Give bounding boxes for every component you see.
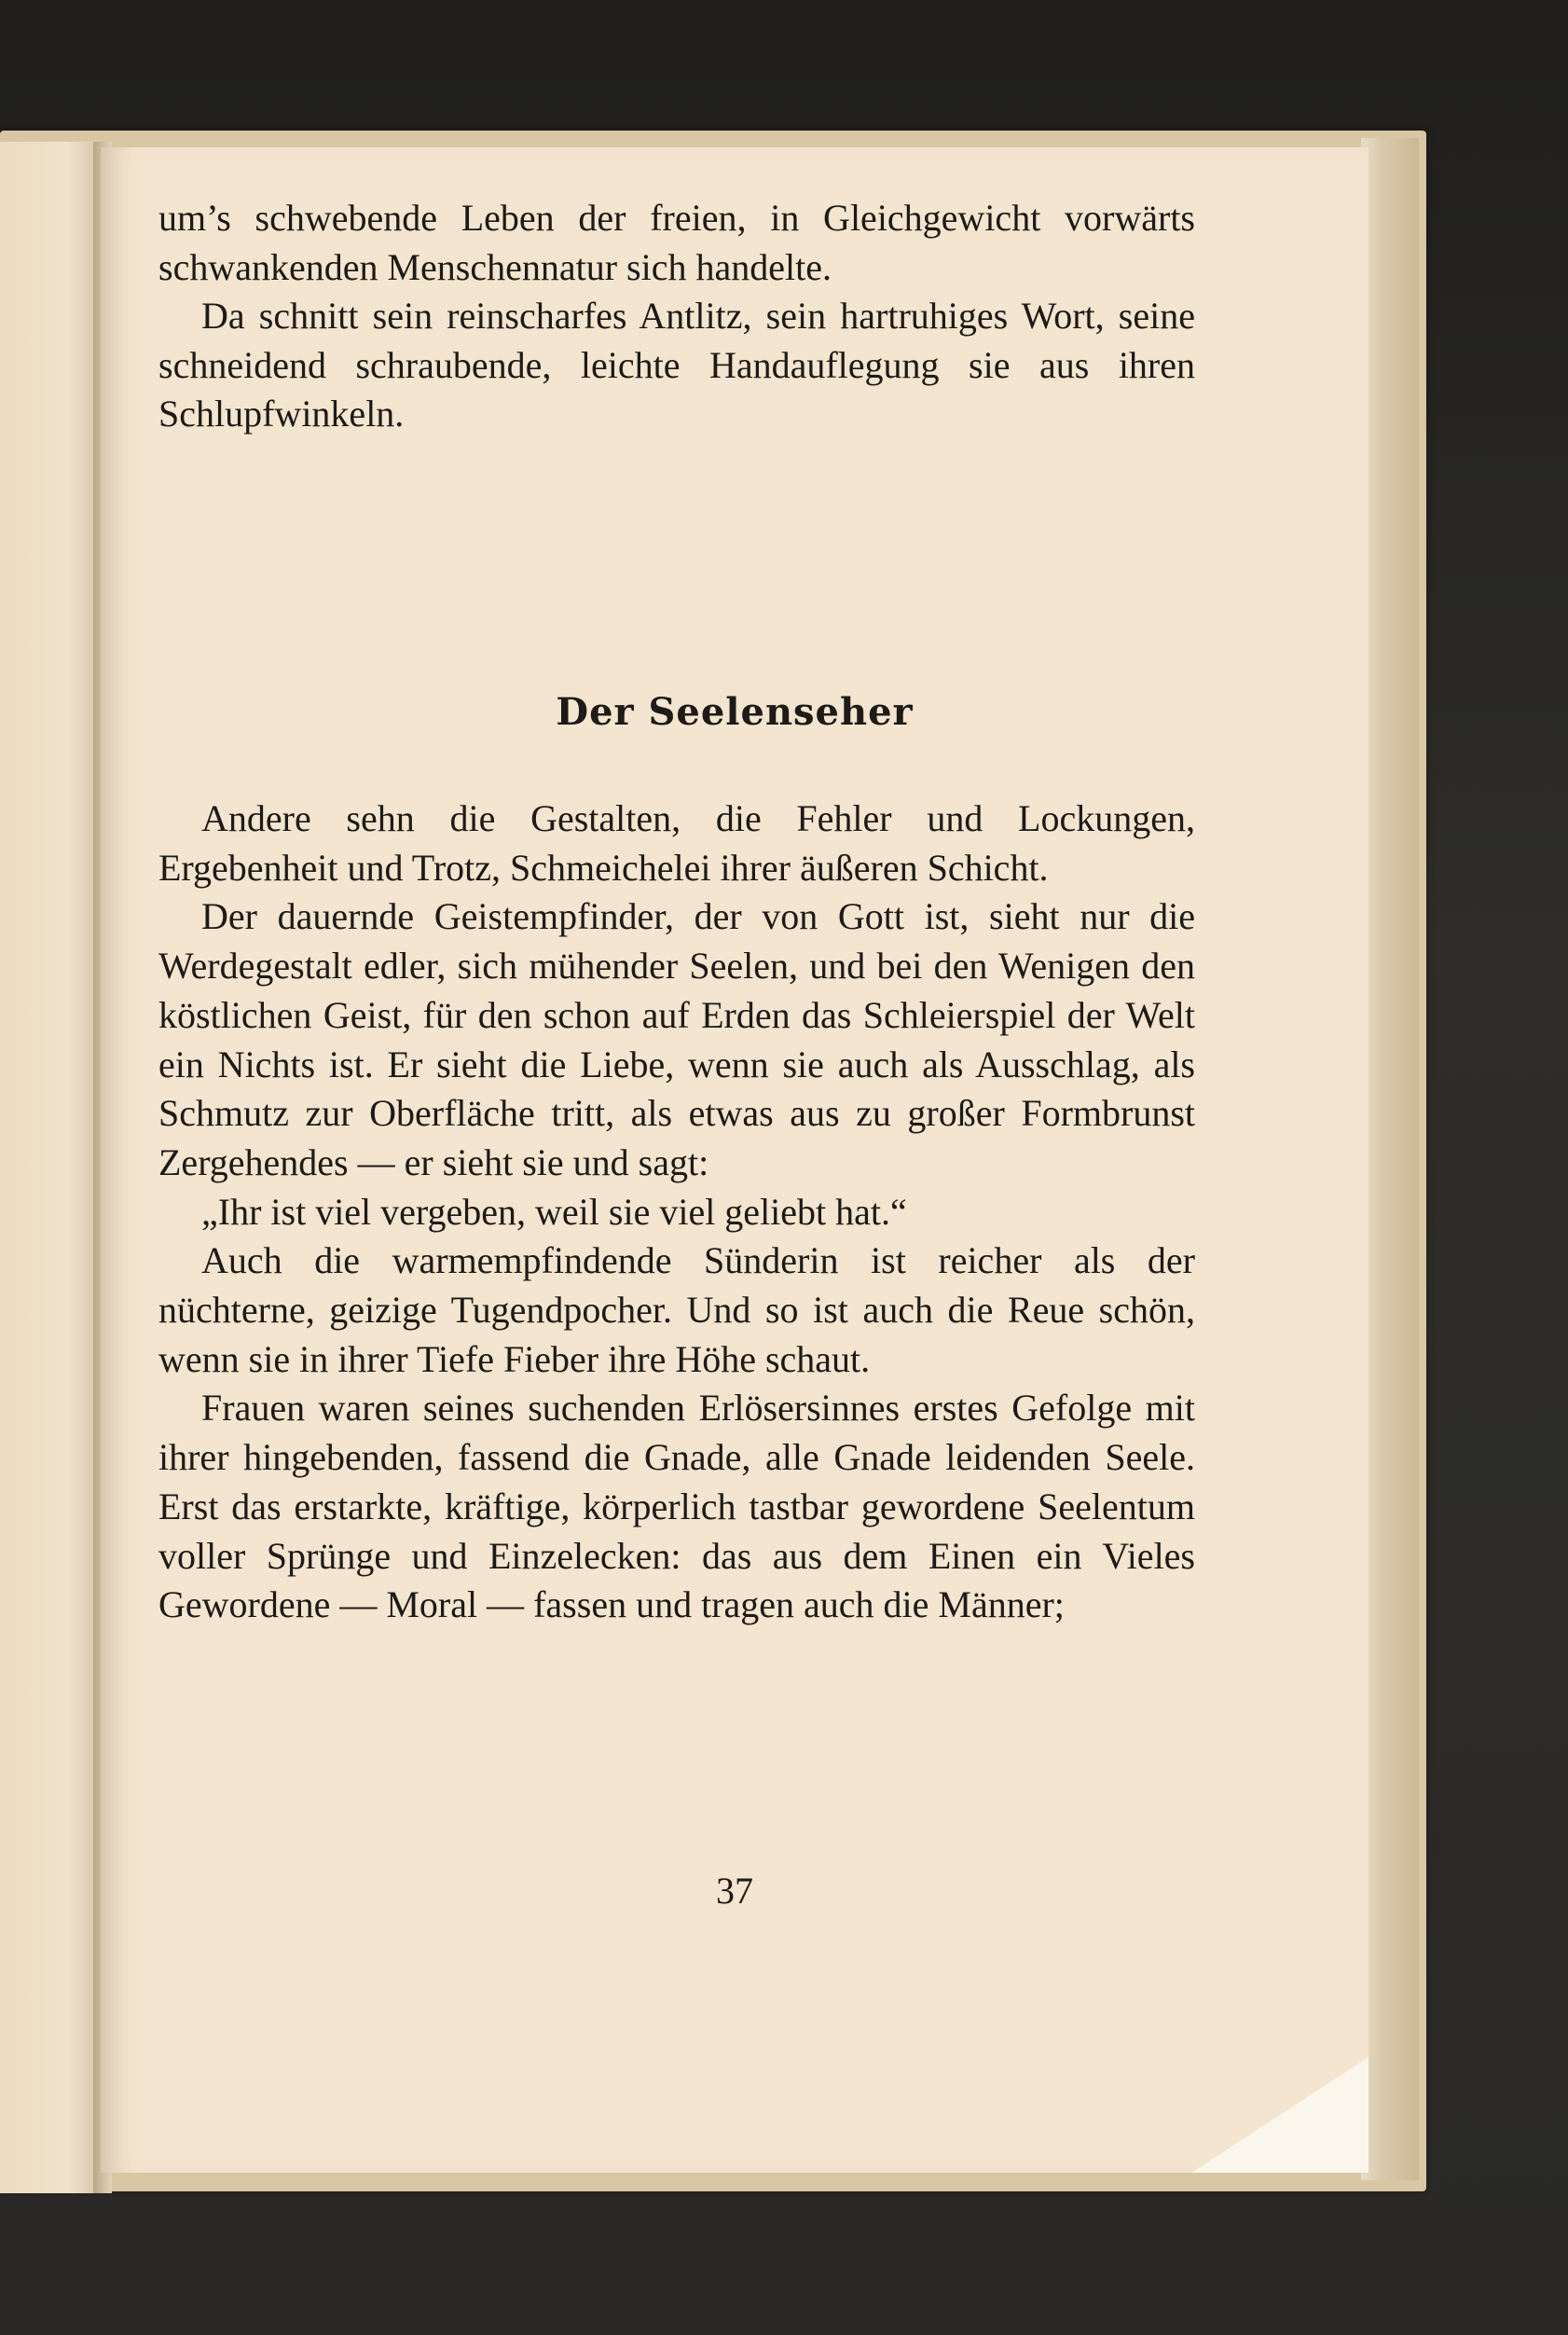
page-number: 37 [716,1870,753,1912]
text-block-main [158,794,1195,1630]
paragraph: Frauen waren seines suchenden Erlösersinnes erstes Gefolge mit ihrer hingebenden, fassend die Gnade, alle Gnade leidenden Seele. Erst das erstarkte, kräftige, körperlich tastbar gewordene Seelentum voller Sprünge und Einzelecken: das aus dem Einen ein Vieles Gewordene — Moral — fassen und tragen auch die Männer; [158,1387,1195,1626]
paragraph: Da schnitt sein reinscharfes Antlitz, sein hartruhiges Wort, seine schneidend schraubende, leichte Handauflegung sie aus ihren Schlupfwinkeln. [158,295,1195,435]
paragraph: um’s schwebende Leben der freien, in Gleichgewicht vorwärts schwankenden Menschennatur sich handelte. [158,197,1195,288]
paragraph: Andere sehn die Gestalten, die Fehler und Lockungen, Ergebenheit und Trotz, Schmeichelei ihrer äußeren Schicht. [158,797,1195,889]
paragraph: Der dauernde Geistempfinder, der von Gott ist, sieht nur die Werdegestalt edler, sich mühender Seelen, und bei den Wenigen den köstlichen Geist, für den schon auf Erden das Schleierspiel der Welt ein Nichts ist. Er sieht die Liebe, wenn sie auch als Ausschlag, als Schmutz zur Oberfläche tritt, als etwas aus zu großer Formbrunst Zergehendes — er sieht sie und sagt: [158,895,1195,1183]
quote-paragraph: „Ihr ist viel vergeben, weil sie viel geliebt hat.“ [201,1190,907,1233]
page-corner [1191,2057,1369,2173]
text-block-top [158,194,1195,439]
paragraph: Auch die warmempfindende Sünderin ist reicher als der nüchterne, geizige Tugendpocher. Und so ist auch die Reue schön, wenn sie in ihrer Tiefe Fieber ihre Höhe schaut. [158,1239,1195,1380]
section-heading: Der Seelenseher [556,690,914,734]
page-stack-edge [1361,138,1419,2180]
left-page-edge [0,142,97,2193]
